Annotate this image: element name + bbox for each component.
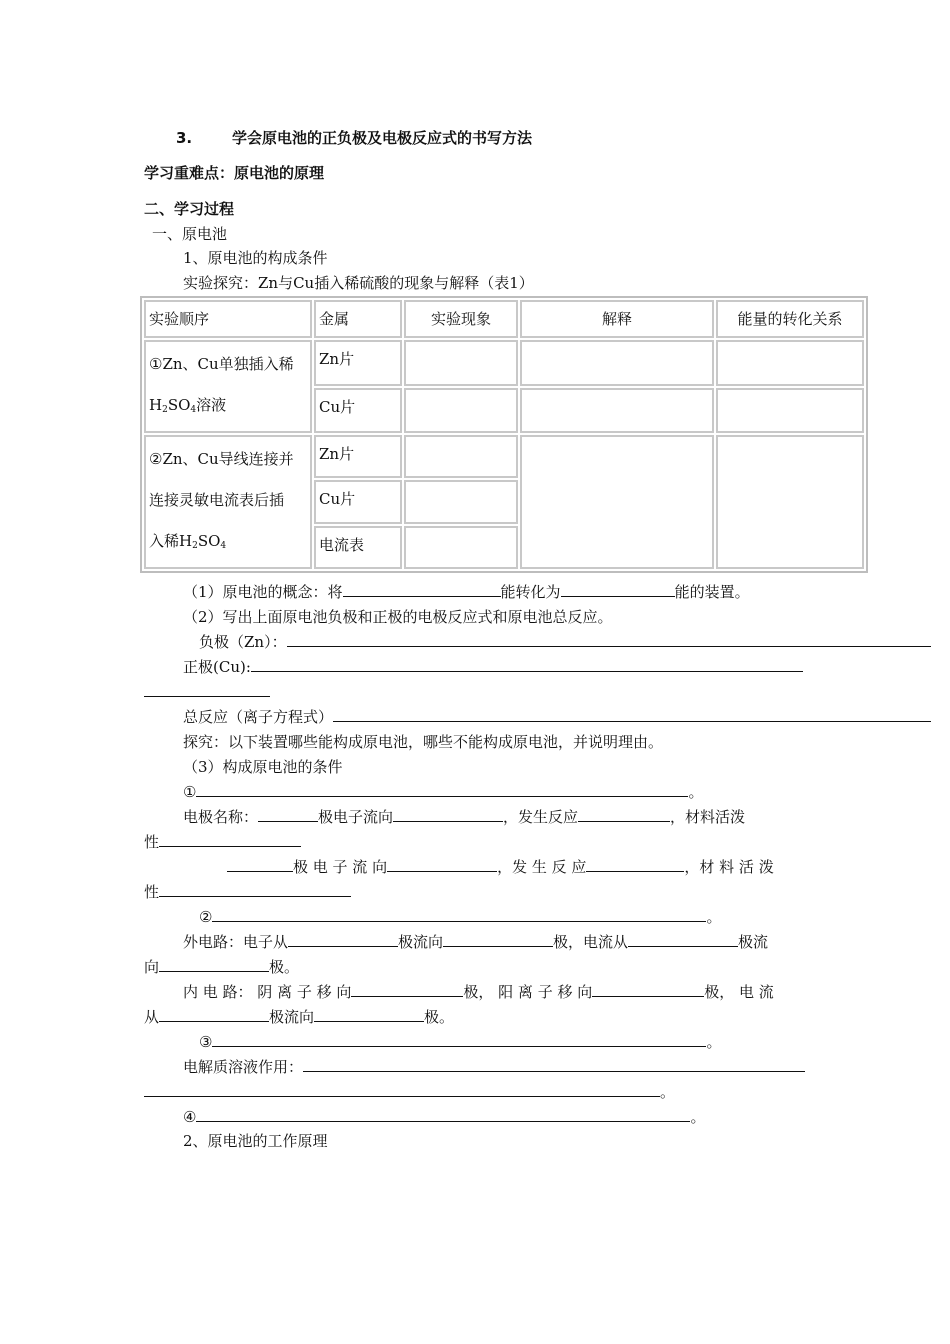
outer-circuit-line-b: 向 极。 [144,958,300,976]
heading-3 [176,128,533,148]
condition-2: ② 。 [199,908,722,926]
row1-cu-explanation[interactable] [520,388,714,434]
electrode-line-1: 电极名称： 极电子流向 ，发生反应 ，材料活泼 [183,808,746,826]
question-1: （1）原电池的概念：将 能转化为 能的装置。 [183,583,750,601]
row2-zn-phenomenon[interactable] [404,435,518,478]
header-metal: 金属 [314,300,402,338]
row1-cu-phenomenon[interactable] [404,388,518,434]
blank-outer-4[interactable] [159,957,269,972]
row1-description: ①Zn、Cu单独插入稀 $H_2SO_4$溶液 [144,340,312,433]
electrode-line-1b: 性 [144,832,301,852]
blank-outer-1[interactable] [288,932,398,947]
row2-meter: 电流表 [314,526,402,569]
blank-positive[interactable] [251,657,803,672]
blank-activity-1[interactable] [159,832,301,847]
blank-flow-1[interactable] [393,807,503,822]
row1-cu: Cu片 [314,388,402,434]
row2-cu: Cu片 [314,480,402,523]
total-reaction-line: 总反应（离子方程式） [183,707,931,727]
heading-text: 学会原电池的正负极及电极反应式的书写方法 [232,129,533,147]
row2-zn: Zn片 [314,435,402,478]
row2-description: ②Zn、Cu导线连接并 连接灵敏电流表后插 入稀$H_2SO_4$ [144,435,312,569]
header-order: 实验顺序 [144,300,312,338]
electrolyte-line: 电解质溶液作用： [183,1057,805,1077]
blank-inner-1[interactable] [351,982,463,997]
row2-cu-phenomenon[interactable] [404,480,518,523]
blank-inner-2[interactable] [592,982,704,997]
inner-circuit-line-b: 从 极流向 极。 [144,1008,455,1026]
blank-electrode-2[interactable] [227,857,293,872]
blank-outer-2[interactable] [443,932,553,947]
heading-number: 3. [176,129,193,147]
item-2-title: 2、原电池的工作原理 [183,1132,328,1150]
negative-electrode-line: 负极（Zn）： [199,632,931,652]
condition-1: ① 。 [183,783,704,801]
row1-zn-explanation[interactable] [520,340,714,386]
header-explanation: 解释 [520,300,714,338]
row1-zn-phenomenon[interactable] [404,340,518,386]
blank-condition-4[interactable] [196,1107,690,1122]
blank-outer-3[interactable] [628,932,738,947]
blank-energy-from[interactable] [343,582,501,597]
electrode-line-2b: 性 [144,882,351,902]
blank-flow-2[interactable] [387,857,497,872]
inner-circuit-line: 内 电 路： 阴 离 子 移 向 极， 阳 离 子 移 向 极， 电 流 [183,983,774,1001]
explore-text: 探究：以下装置哪些能构成原电池，哪些不能构成原电池，并说明理由。 [183,733,664,751]
subsection-title: 一、原电池 [152,225,228,243]
experiment-table [140,296,868,573]
blank-energy-to[interactable] [561,582,675,597]
blank-condition-1[interactable] [196,782,688,797]
row1-zn: Zn片 [314,340,402,386]
blank-reaction-2[interactable] [586,857,684,872]
key-point: 学习重难点：原电池的原理 [144,164,325,182]
row2-meter-phenomenon[interactable] [404,526,518,569]
electrolyte-line-b: 。 [144,1082,675,1102]
blank-condition-3[interactable] [212,1032,706,1047]
blank-total[interactable] [333,707,931,722]
row1-zn-energy[interactable] [716,340,864,386]
question-2: （2）写出上面原电池负极和正极的电极反应式和原电池总反应。 [183,608,613,626]
blank-electrolyte[interactable] [303,1057,805,1072]
condition-4: ④ 。 [183,1108,706,1126]
blank-inner-4[interactable] [314,1007,424,1022]
outer-circuit-line: 外电路：电子从 极流向 极，电流从 极流 [183,933,769,951]
blank-activity-2[interactable] [159,882,351,897]
blank-condition-2[interactable] [212,907,706,922]
row2-energy[interactable] [716,435,864,569]
condition-3: ③ 。 [199,1033,722,1051]
blank-positive-2[interactable] [144,682,270,697]
item-1-title: 1、原电池的构成条件 [183,249,328,267]
blank-reaction-1[interactable] [578,807,670,822]
blank-electrolyte-2[interactable] [144,1082,660,1097]
blank-inner-3[interactable] [159,1007,269,1022]
row2-explanation[interactable] [520,435,714,569]
positive-electrode-line: 正极(Cu): [183,657,803,677]
experiment-title: 实验探究：Zn与Cu插入稀硫酸的现象与解释（表1） [183,274,534,292]
header-phenomenon: 实验现象 [404,300,518,338]
header-energy: 能量的转化关系 [716,300,864,338]
row1-cu-energy[interactable] [716,388,864,434]
blank-negative[interactable] [287,632,931,647]
positive-continuation [144,682,270,702]
question-3: （3）构成原电池的条件 [183,758,343,776]
electrode-line-2: 极 电 子 流 向 ，发 生 反 应 ，材 料 活 泼 [227,857,774,877]
section-title: 二、学习过程 [144,200,235,218]
blank-electrode-1[interactable] [258,807,318,822]
